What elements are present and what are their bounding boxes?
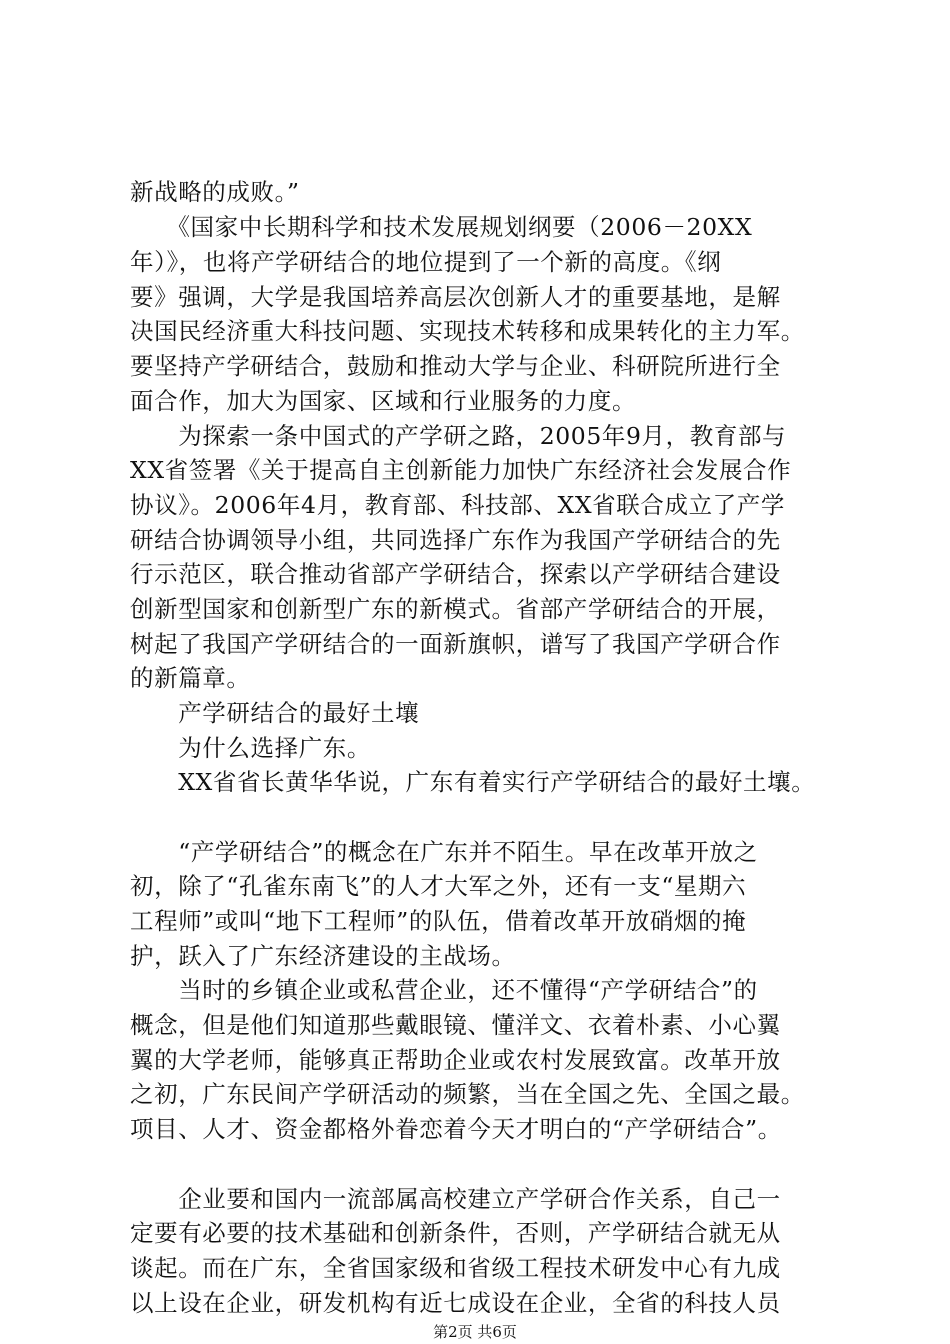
text-line: 决国民经济重大科技问题、实现技术转移和成果转化的主力军。 — [130, 317, 805, 346]
text-line: 树起了我国产学研结合的一面新旗帜，谱写了我国产学研合作 — [130, 629, 781, 658]
text-line: 工程师”或叫“地下工程师”的队伍，借着改革开放硝烟的掩 — [130, 906, 747, 935]
text-line: 初，除了“孔雀东南飞”的人才大军之外，还有一支“星期六 — [130, 872, 747, 901]
text-line: 为探索一条中国式的产学研之路，2005年9月，教育部与 — [130, 421, 787, 450]
text-line: 协议》。2006年4月，教育部、科技部、XX省联合成立了产学 — [130, 491, 785, 520]
text-line: 概念，但是他们知道那些戴眼镜、懂洋文、衣着朴素、小心翼 — [130, 1010, 781, 1039]
text-line: 面合作，加大为国家、区域和行业服务的力度。 — [130, 387, 637, 416]
text-line: 要》强调，大学是我国培养高层次创新人才的重要基地，是解 — [130, 283, 781, 312]
text-line: 翼的大学老师，能够真正帮助企业或农村发展致富。改革开放 — [130, 1046, 781, 1075]
text-line: 年）》，也将产学研结合的地位提到了一个新的高度。《纲 — [130, 247, 722, 276]
text-line: 的新篇章。 — [130, 664, 251, 693]
text-line: 行示范区，联合推动省部产学研结合，探索以产学研结合建设 — [130, 560, 781, 588]
text-line: 《国家中长期科学和技术发展规划纲要（2006－20XX — [130, 213, 753, 242]
text-line: 定要有必要的技术基础和创新条件，否则，产学研结合就无从 — [130, 1218, 781, 1247]
text-line: 为什么选择广东。 — [130, 733, 371, 762]
text-line: XX省省长黄华华说，广东有着实行产学研结合的最好土壤。 — [130, 768, 816, 797]
text-line: 以上设在企业，研发机构有近七成设在企业，全省的科技人员 — [130, 1288, 781, 1317]
text-line: 项目、人才、资金都格外眷恋着今天才明白的“产学研结合”。 — [130, 1114, 782, 1143]
text-line: 新战略的成败。” — [130, 178, 300, 206]
text-line: 研结合协调领导小组，共同选择广东作为我国产学研结合的先 — [130, 525, 781, 554]
text-line: 之初，广东民间产学研活动的频繁，当在全国之先、全国之最。 — [130, 1080, 805, 1109]
page-number-footer: 第2页 共6页 — [433, 1323, 517, 1341]
text-line: XX省签署《关于提高自主创新能力加快广东经济社会发展合作 — [130, 455, 792, 484]
text-line: 护，跃入了广东经济建设的主战场。 — [130, 942, 516, 970]
text-line: 要坚持产学研结合，鼓励和推动大学与企业、科研院所进行全 — [130, 351, 781, 380]
section-heading: 产学研结合的最好土壤 — [130, 699, 420, 728]
text-line: 创新型国家和创新型广东的新模式。省部产学研结合的开展， — [130, 595, 781, 624]
text-line: 企业要和国内一流部属高校建立产学研合作关系，自己一 — [130, 1184, 781, 1213]
text-line: “产学研结合”的概念在广东并不陌生。早在改革开放之 — [130, 837, 758, 866]
text-line: 当时的乡镇企业或私营企业，还不懂得“产学研结合”的 — [130, 976, 758, 1005]
text-line: 谈起。而在广东，全省国家级和省级工程技术研发中心有九成 — [130, 1254, 781, 1283]
